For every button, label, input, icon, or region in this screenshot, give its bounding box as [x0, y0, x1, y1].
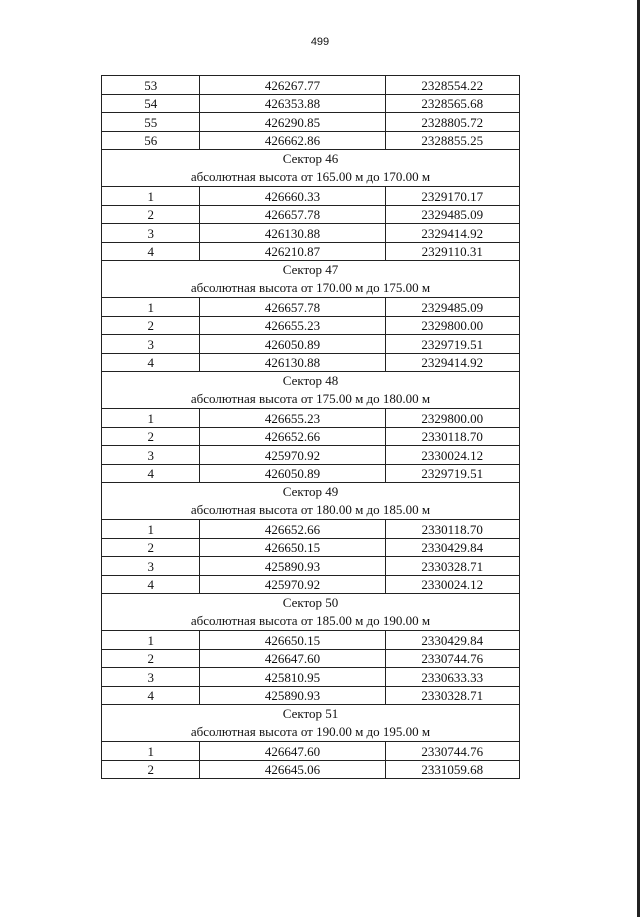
sector-header-cell — [102, 372, 520, 409]
coordinate-y: 2329414.92 — [385, 224, 520, 243]
sector-header-row — [102, 372, 520, 409]
coordinate-y: 2329800.00 — [385, 316, 520, 335]
point-number: 1 — [102, 187, 200, 206]
table-row — [102, 631, 520, 650]
point-number: 2 — [102, 538, 200, 557]
table-row — [102, 242, 520, 261]
coordinate-x: 426655.23 — [200, 316, 385, 335]
sector-title: Сектор 50 — [282, 595, 339, 610]
coordinate-x: 426655.23 — [200, 409, 385, 428]
sector-title: Сектор 48 — [282, 373, 339, 388]
sector-header-row — [102, 594, 520, 631]
sector-header-row — [102, 150, 520, 187]
coordinate-y: 2329719.51 — [385, 464, 520, 483]
coordinate-y: 2329719.51 — [385, 335, 520, 354]
sector-header-cell — [102, 705, 520, 742]
coordinate-y: 2330429.84 — [385, 538, 520, 557]
table-row — [102, 427, 520, 446]
table-row — [102, 742, 520, 761]
coordinate-x: 425890.93 — [200, 686, 385, 705]
table-row — [102, 298, 520, 317]
sector-altitude-range: абсолютная высота от 185.00 м до 190.00 м — [190, 613, 431, 628]
coordinate-y: 2330328.71 — [385, 686, 520, 705]
coordinate-y: 2330118.70 — [385, 427, 520, 446]
coordinate-x: 425810.95 — [200, 668, 385, 687]
sector-title: Сектор 47 — [282, 262, 339, 277]
coordinate-y: 2328565.68 — [385, 94, 520, 113]
sector-altitude-range: абсолютная высота от 190.00 м до 195.00 м — [190, 724, 431, 739]
coordinate-y: 2331059.68 — [385, 760, 520, 779]
coordinate-x: 426650.15 — [200, 631, 385, 650]
coordinate-x: 426130.88 — [200, 353, 385, 372]
coordinate-y: 2329110.31 — [385, 242, 520, 261]
coordinate-y: 2330024.12 — [385, 575, 520, 594]
coordinate-x: 426657.78 — [200, 298, 385, 317]
coordinate-x: 425890.93 — [200, 557, 385, 576]
table-row — [102, 686, 520, 705]
coordinates-table — [101, 75, 520, 779]
table-row — [102, 224, 520, 243]
table-row — [102, 94, 520, 113]
point-number: 2 — [102, 760, 200, 779]
point-number: 56 — [102, 131, 200, 150]
sector-title: Сектор 46 — [282, 151, 339, 166]
table-row — [102, 113, 520, 132]
point-number: 3 — [102, 446, 200, 465]
point-number: 2 — [102, 427, 200, 446]
sector-header-row — [102, 705, 520, 742]
point-number: 2 — [102, 316, 200, 335]
coordinate-y: 2328805.72 — [385, 113, 520, 132]
point-number: 4 — [102, 242, 200, 261]
coordinate-y: 2330429.84 — [385, 631, 520, 650]
coordinate-x: 426050.89 — [200, 464, 385, 483]
table-row — [102, 760, 520, 779]
table-row — [102, 446, 520, 465]
coordinate-x: 426652.66 — [200, 520, 385, 539]
point-number: 3 — [102, 668, 200, 687]
table-row — [102, 557, 520, 576]
coordinate-y: 2329485.09 — [385, 298, 520, 317]
coordinate-y: 2329414.92 — [385, 353, 520, 372]
point-number: 55 — [102, 113, 200, 132]
point-number: 1 — [102, 631, 200, 650]
point-number: 3 — [102, 224, 200, 243]
coordinate-x: 426647.60 — [200, 742, 385, 761]
sector-altitude-range: абсолютная высота от 165.00 м до 170.00 м — [190, 169, 431, 184]
table-row — [102, 538, 520, 557]
table-body — [102, 76, 520, 779]
coordinate-x: 426353.88 — [200, 94, 385, 113]
table-row — [102, 649, 520, 668]
sector-header-cell — [102, 150, 520, 187]
point-number: 2 — [102, 649, 200, 668]
sector-altitude-range: абсолютная высота от 180.00 м до 185.00 м — [190, 502, 431, 517]
point-number: 4 — [102, 575, 200, 594]
point-number: 1 — [102, 742, 200, 761]
coordinate-x: 426660.33 — [200, 187, 385, 206]
coordinate-x: 426050.89 — [200, 335, 385, 354]
coordinate-x: 426290.85 — [200, 113, 385, 132]
point-number: 1 — [102, 520, 200, 539]
table-row — [102, 668, 520, 687]
point-number: 1 — [102, 298, 200, 317]
coordinate-x: 426647.60 — [200, 649, 385, 668]
point-number: 3 — [102, 557, 200, 576]
coordinate-y: 2328554.22 — [385, 76, 520, 95]
table-row — [102, 131, 520, 150]
point-number: 4 — [102, 686, 200, 705]
table-row — [102, 520, 520, 539]
point-number: 4 — [102, 464, 200, 483]
table-row — [102, 464, 520, 483]
coordinate-x: 426130.88 — [200, 224, 385, 243]
sector-header-cell — [102, 594, 520, 631]
sector-altitude-range: абсолютная высота от 175.00 м до 180.00 м — [190, 391, 431, 406]
point-number: 53 — [102, 76, 200, 95]
coordinate-x: 426662.86 — [200, 131, 385, 150]
coordinate-y: 2329170.17 — [385, 187, 520, 206]
coordinate-x: 425970.92 — [200, 575, 385, 594]
coordinate-y: 2330633.33 — [385, 668, 520, 687]
coordinate-x: 426657.78 — [200, 205, 385, 224]
sector-header-cell — [102, 261, 520, 298]
coordinate-y: 2328855.25 — [385, 131, 520, 150]
table-row — [102, 353, 520, 372]
table-row — [102, 409, 520, 428]
coordinate-y: 2330328.71 — [385, 557, 520, 576]
sector-header-row — [102, 261, 520, 298]
point-number: 1 — [102, 409, 200, 428]
point-number: 2 — [102, 205, 200, 224]
coordinate-y: 2329485.09 — [385, 205, 520, 224]
page-number: 499 — [310, 36, 330, 48]
coordinate-x: 425970.92 — [200, 446, 385, 465]
coordinate-x: 426650.15 — [200, 538, 385, 557]
table-row — [102, 205, 520, 224]
sector-title: Сектор 49 — [282, 484, 339, 499]
point-number: 54 — [102, 94, 200, 113]
point-number: 4 — [102, 353, 200, 372]
coordinate-x: 426210.87 — [200, 242, 385, 261]
sector-header-cell — [102, 483, 520, 520]
table-row — [102, 316, 520, 335]
coordinate-x: 426645.06 — [200, 760, 385, 779]
sector-header-row — [102, 483, 520, 520]
table-row — [102, 575, 520, 594]
table-row — [102, 187, 520, 206]
coordinate-x: 426652.66 — [200, 427, 385, 446]
coordinate-y: 2330024.12 — [385, 446, 520, 465]
table-row — [102, 76, 520, 95]
table-row — [102, 335, 520, 354]
sector-title: Сектор 51 — [282, 706, 339, 721]
coordinate-x: 426267.77 — [200, 76, 385, 95]
coordinate-y: 2329800.00 — [385, 409, 520, 428]
coordinate-y: 2330118.70 — [385, 520, 520, 539]
sector-altitude-range: абсолютная высота от 170.00 м до 175.00 м — [190, 280, 431, 295]
point-number: 3 — [102, 335, 200, 354]
coordinate-y: 2330744.76 — [385, 742, 520, 761]
coordinate-y: 2330744.76 — [385, 649, 520, 668]
